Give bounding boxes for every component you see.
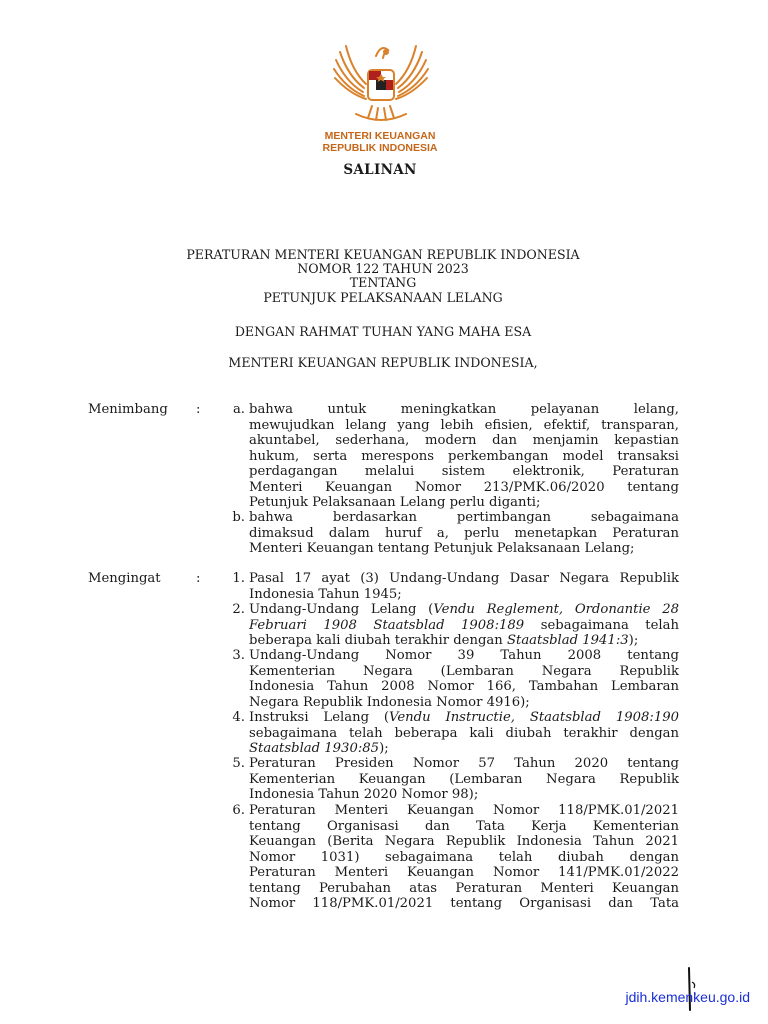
regulation-subject: PETUNJUK PELAKSANAAN LELANG [263,290,503,305]
text-line: bahwa berdasarkan pertimbangan sebagaimana [249,510,679,525]
text-line: Indonesia Tahun 2020 Nomor 98); [249,787,479,802]
item-marker: 5. [232,756,245,771]
text-line: perdagangan melalui sistem elektronik, Peraturan [249,464,679,479]
text-line: sebagaimana telah beberapa kali diubah terakhir dengan [249,725,679,741]
text-run: beberapa kali diubah terakhir dengan [249,633,507,648]
text-line [249,602,679,618]
text-line: Undang-Undang Nomor 39 Tahun 2008 tentang [249,648,679,663]
text-line: Peraturan Menteri Keuangan Nomor 118/PMK.01/2021 [249,803,679,818]
invocation: DENGAN RAHMAT TUHAN YANG MAHA ESA [234,324,532,339]
item-marker: 1. [232,571,245,586]
menimbang-colon: : [196,402,201,417]
text-line: Keuangan (Berita Negara Republik Indonesia Tahun 2021 [249,834,679,849]
regulation-number: NOMOR 122 TAHUN 2023 [297,261,469,276]
authority-line: MENTERI KEUANGAN REPUBLIK INDONESIA, [228,355,538,370]
text-line: Nomor 118/PMK.01/2021 tentang Organisasi dan Tata [249,896,679,911]
item-marker: a. [232,402,245,417]
text-line: tentang Perubahan atas Peraturan Menteri Keuangan [249,880,679,896]
text-run-italic: Vendu Instructie, Staatsblad 1908:190 [389,710,679,725]
text-line: dimaksud dalam huruf a, perlu menetapkan Peraturan [249,525,679,541]
text-line [249,618,679,634]
menimbang-label: Menimbang [88,402,168,417]
text-run: sebagaimana telah [524,617,679,633]
text-line: Negara Republik Indonesia Nomor 4916); [249,694,530,710]
text-line: Pasal 17 ayat (3) Undang-Undang Dasar Negara Republik [249,571,679,586]
mengingat-item-3 [205,648,679,710]
text-run: Instruksi Lelang ( [249,710,390,725]
text-line [249,710,679,726]
text-line: tentang Organisasi dan Tata Kerja Kementerian [249,818,679,834]
text-run: Undang-Undang Lelang ( [249,602,434,617]
text-line: hukum, serta merespons perkembangan model transaksi [249,448,679,464]
text-line: Indonesia Tahun 1945; [249,586,402,602]
menimbang-item-b [205,510,679,557]
text-line: Petunjuk Pelaksanaan Lelang perlu diganti; [249,495,541,510]
text-run-italic: Februari 1908 Staatsblad 1908:189 [249,617,525,633]
text-line: Menteri Keuangan tentang Petunjuk Pelaksanaan Lelang; [249,541,635,556]
mengingat-item-1 [205,571,679,602]
mengingat-item-6 [205,803,679,912]
regulation-about: TENTANG [349,275,417,290]
regulation-title: PERATURAN MENTERI KEUANGAN REPUBLIK INDONESIA [186,247,580,262]
mengingat-item-2 [205,602,679,649]
garuda-emblem-icon [326,36,436,126]
item-marker: 6. [232,803,245,818]
text-line: akuntabel, sederhana, modern dan menjamin kepastian [249,433,679,448]
mengingat-item-4 [205,710,679,757]
item-marker: 3. [232,648,245,663]
text-line: Kementerian Negara (Lembaran Negara Republik [249,663,679,679]
institution-line-1: MENTERI KEUANGAN [324,130,436,142]
item-marker: 4. [232,710,245,725]
copy-stamp: SALINAN [343,162,417,178]
item-marker: b. [232,510,245,525]
text-line [249,633,679,649]
text-run-italic: Staatsblad 1930:85 [249,741,380,756]
text-run: ); [379,741,389,756]
text-line: bahwa untuk meningkatkan pelayanan lelang, [249,402,679,417]
mengingat-colon: : [196,571,201,586]
text-line [249,741,679,757]
text-line: Indonesia Tahun 2008 Nomor 166, Tambahan Lembaran [249,679,679,694]
text-run-italic: Staatsblad 1941:3 [506,633,629,648]
text-line: Nomor 1031) sebagaimana telah diubah dengan [249,849,679,865]
menimbang-item-a [205,402,679,511]
text-line: Menteri Keuangan Nomor 213/PMK.06/2020 tentang [249,479,679,495]
text-line: Peraturan Presiden Nomor 57 Tahun 2020 tentang [249,756,679,771]
source-watermark-link[interactable]: jdih.kemenkeu.go.id [625,989,750,1005]
institution-line-2: REPUBLIK INDONESIA [322,142,438,154]
text-line: Kementerian Keuangan (Lembaran Negara Republik [249,771,679,787]
text-run-italic: Vendu Reglement, Ordonantie 28 [433,602,679,617]
mengingat-label: Mengingat [88,571,161,586]
item-marker: 2. [232,602,245,617]
text-run: ); [628,633,639,648]
text-line: Peraturan Menteri Keuangan Nomor 141/PMK.01/2022 [249,865,679,880]
text-line: mewujudkan lelang yang lebih efisien, efektif, transparan, [249,417,679,433]
mengingat-item-5 [205,756,679,803]
